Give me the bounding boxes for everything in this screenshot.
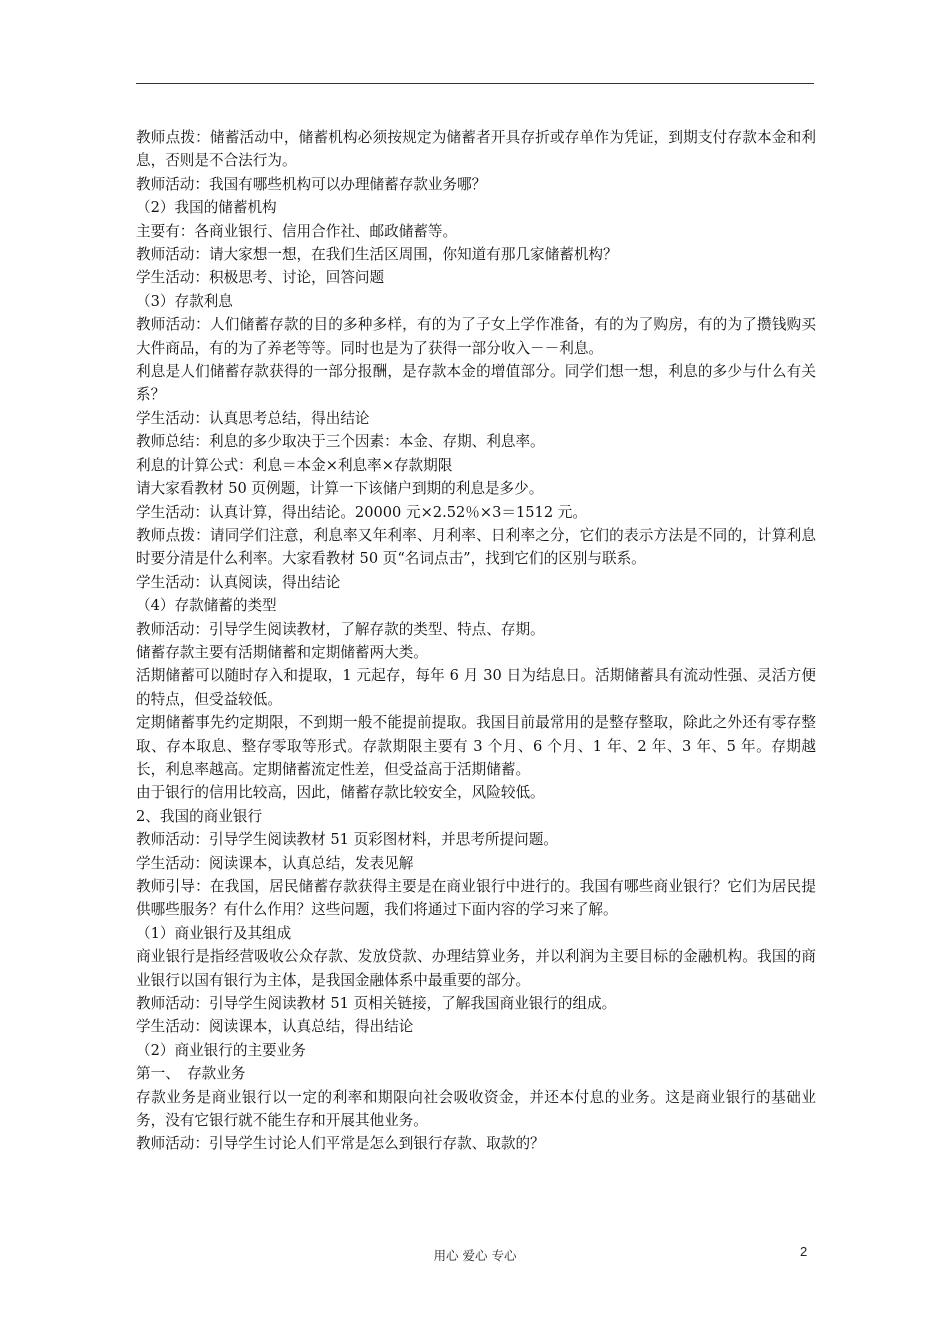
paragraph: 学生活动：阅读课本，认真总结，得出结论 [136,1018,414,1036]
section-heading: 2、我国的商业银行 [136,807,263,825]
section-heading: （2）我国的储蓄机构 [136,199,277,217]
paragraph: 学生活动：积极思考、讨论，回答问题 [136,269,385,287]
paragraph: 由于银行的信用比较高，因此，储蓄存款比较安全，风险较低。 [136,784,545,802]
paragraph: 定期储蓄事先约定期限，不到期一般不能提前提取。我国目前最常用的是整存整取，除此之外还有零存整取、存本取息、整存零取等形式。存款期限主要有 3 个月、6 个月、1 年、2 年、3 年、5 年。存期越长，利息率越高。定期储蓄流定性差，但受益高于活期储蓄。 [136,714,816,778]
section-heading: （3）存款利息 [136,292,233,310]
page-number: 2 [800,1244,808,1259]
section-heading: （4）存款储蓄的类型 [136,597,277,615]
section-heading: （1）商业银行及其组成 [136,924,292,942]
paragraph: 存款业务是商业银行以一定的利率和期限向社会吸收资金，并还本付息的业务。这是商业银行的基础业务，没有它银行就不能生存和开展其他业务。 [136,1088,816,1130]
footer-text: 用心 爱心 专心 [433,1248,517,1263]
paragraph: 教师点拨：请同学们注意，利息率又年利率、月利率、日利率之分，它们的表示方法是不同的，计算利息时要分清是什么利率。大家看教材 50 页“名词点击”，找到它们的区别与联系。 [136,526,816,568]
paragraph: 教师活动：引导学生阅读教材 51 页相关链接，了解我国商业银行的组成。 [136,995,617,1013]
paragraph: 请大家看教材 50 页例题，计算一下该储户到期的利息是多少。 [136,480,544,498]
paragraph: 商业银行是指经营吸收公众存款、发放贷款、办理结算业务，并以利润为主要目标的金融机构。我国的商业银行以国有银行为主体，是我国金融体系中最重要的部分。 [136,948,816,989]
paragraph: 学生活动：阅读课本，认真总结，发表见解 [136,854,414,872]
section-heading: 第一、 存款业务 [136,1065,246,1083]
paragraph: 教师活动：引导学生阅读教材 51 页彩图材料，并思考所提问题。 [136,831,558,849]
document-body [136,126,816,1156]
paragraph: 学生活动：认真思考总结，得出结论 [136,409,370,427]
paragraph: 教师活动：引导学生阅读教材，了解存款的类型、特点、存期。 [136,620,545,638]
section-heading: （2）商业银行的主要业务 [136,1041,306,1059]
paragraph: 教师活动：引导学生讨论人们平常是怎么到银行存款、取款的？ [136,1135,545,1153]
paragraph: 活期储蓄可以随时存入和提取，1 元起存，每年 6 月 30 日为结息日。活期储蓄具有流动性强、灵活方便的特点，但受益较低。 [136,667,816,708]
paragraph: 主要有：各商业银行、信用合作社、邮政储蓄等。 [136,222,458,240]
paragraph: 教师活动：请大家想一想，在我们生活区周围，你知道有那几家储蓄机构？ [136,246,618,264]
paragraph: 教师引导：在我国，居民储蓄存款获得主要是在商业银行中进行的。我国有哪些商业银行？它们为居民提供哪些服务？有什么作用？这些问题，我们将通过下面内容的学习来了解。 [136,878,816,919]
paragraph: 教师活动：我国有哪些机构可以办理储蓄存款业务哪？ [136,175,487,193]
paragraph: 学生活动：认真计算，得出结论。20000 元×2.52％×3＝1512 元。 [136,503,587,521]
paragraph: 教师点拨：储蓄活动中，储蓄机构必须按规定为储蓄者开具存折或存单作为凭证，到期支付存款本金和利息，否则是不合法行为。 [136,129,816,170]
paragraph: 教师活动：人们储蓄存款的目的多种多样，有的为了子女上学作准备，有的为了购房，有的为了攒钱购买大件商品，有的为了养老等等。同时也是为了获得一部分收入－－利息。 [136,316,816,357]
paragraph: 教师总结：利息的多少取决于三个因素：本金、存期、利息率。 [136,433,545,451]
header-rule [136,83,814,84]
paragraph: 储蓄存款主要有活期储蓄和定期储蓄两大类。 [136,643,428,661]
paragraph: 学生活动：认真阅读，得出结论 [136,573,341,591]
paragraph: 利息的计算公式：利息＝本金×利息率×存款期限 [136,456,453,474]
paragraph: 利息是人们储蓄存款获得的一部分报酬，是存款本金的增值部分。同学们想一想，利息的多少与什么有关系？ [136,363,816,404]
